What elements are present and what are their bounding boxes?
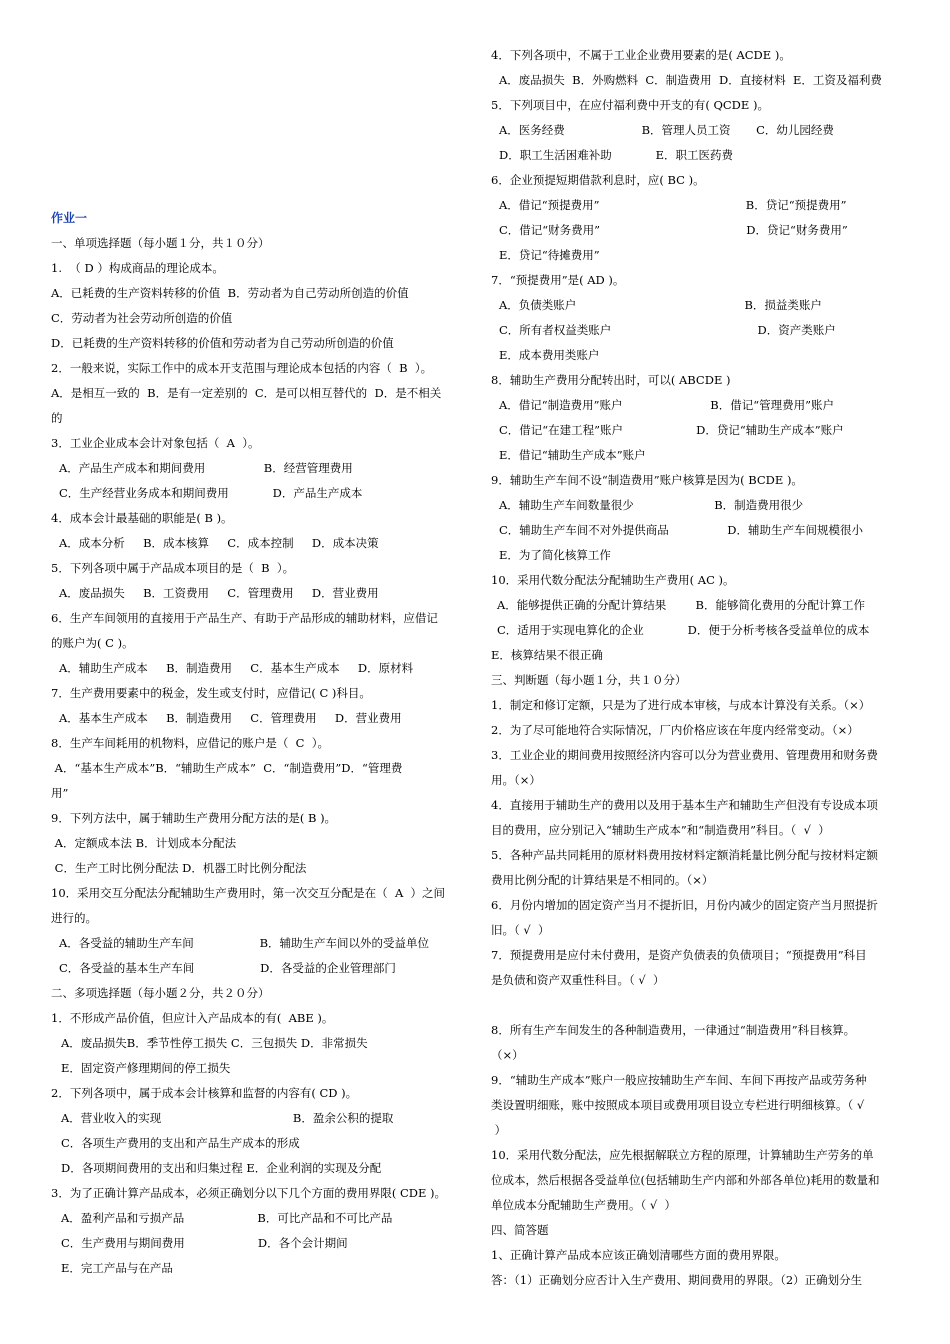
section-title: 作业一 <box>51 211 88 225</box>
text-line: E．贷记“待摊费用” <box>499 248 600 262</box>
text-line: 的账户为( C )。 <box>51 636 134 650</box>
text-line: 6．生产车间领用的直接用于产品生产、有助于产品形成的辅助材料，应借记 <box>51 611 438 625</box>
text-line: C．所有者权益类账户 D．资产类账户 <box>499 323 836 337</box>
text-line: C．生产费用与期间费用 D．各个会计期间 <box>61 1236 348 1250</box>
text-line: A．辅助生产成本 B．制造费用 C．基本生产成本 D．原材料 <box>59 661 414 675</box>
text-line: 5．下列项目中，在应付福利费中开支的有( QCDE )。 <box>491 98 769 112</box>
text-line: 4．成本会计最基础的职能是( B )。 <box>51 511 233 525</box>
text-line: E．为了简化核算工作 <box>499 548 611 562</box>
text-line: 位成本，然后根据各受益单位(包括辅助生产内部和外部各单位)耗用的数量和 <box>491 1173 880 1187</box>
text-line: 用” <box>51 786 69 800</box>
text-line: 用。（×） <box>491 773 541 787</box>
text-line: 4．下列各项中，不属于工业企业费用要素的是( ACDE )。 <box>491 48 791 62</box>
text-line: 8．所有生产车间发生的各种制造费用，一律通过“制造费用”科目核算。 <box>491 1023 856 1037</box>
text-line: 5．下列各项中属于产品成本项目的是（ B ）。 <box>51 561 295 575</box>
text-line: A．各受益的辅助生产车间 B．辅助生产车间以外的受益单位 <box>59 936 430 950</box>
text-line: A．借记“预提费用” B．贷记“预提费用” <box>499 198 847 212</box>
text-line: A．废品损失 B．工资费用 C．管理费用 D．营业费用 <box>59 586 379 600</box>
text-line: C．辅助生产车间不对外提供商品 D．辅助生产车间规模很小 <box>499 523 864 537</box>
text-line: 3．为了正确计算产品成本，必须正确划分以下几个方面的费用界限( CDE )。 <box>51 1186 447 1200</box>
text-line: 9．辅助生产车间不设“制造费用”账户核算是因为( BCDE )。 <box>491 473 803 487</box>
text-line: C．生产工时比例分配法 D．机器工时比例分配法 <box>51 861 307 875</box>
text-line: A．盈利产品和亏损产品 B．可比产品和不可比产品 <box>61 1211 393 1225</box>
text-line: 2．为了尽可能地符合实际情况，厂内价格应该在年度内经常变动。（×） <box>491 723 859 737</box>
text-line: 四、简答题 <box>491 1223 549 1237</box>
text-line: E．完工产品与在产品 <box>61 1261 173 1275</box>
text-line: A．成本分析 B．成本核算 C．成本控制 D．成本决策 <box>59 536 379 550</box>
text-line: C．借记“财务费用” D．贷记“财务费用” <box>499 223 848 237</box>
text-line: D．各项期间费用的支出和归集过程 E．企业利润的实现及分配 <box>61 1161 382 1175</box>
text-line: A．废品损失 B．外购燃料 C．制造费用 D．直接材料 E．工资及福利费 <box>499 73 882 87</box>
text-line: 7．“预提费用”是( AD )。 <box>491 273 625 287</box>
text-line: 7．预提费用是应付未付费用，是资产负债表的负债项目；“预提费用”科目 <box>491 948 867 962</box>
text-line: 7．生产费用要素中的税金，发生或支付时，应借记( C )科目。 <box>51 686 371 700</box>
text-line: A．辅助生产车间数量很少 B．制造费用很少 <box>499 498 804 512</box>
text-line: 1、正确计算产品成本应该正确划清哪些方面的费用界限。 <box>491 1248 786 1262</box>
text-line: 三、判断题（每小题１分，共１０分） <box>491 673 687 687</box>
text-line: 10．采用代数分配法，应先根据解联立方程的原理，计算辅助生产劳务的单 <box>491 1148 874 1162</box>
text-line: 一、单项选择题（每小题１分，共１０分） <box>51 236 270 250</box>
text-line: A．废品损失B．季节性停工损失 C．三包损失 D．非常损失 <box>61 1036 368 1050</box>
text-line: 1．制定和修订定额，只是为了进行成本审核，与成本计算没有关系。（×） <box>491 698 871 712</box>
text-line: 进行的。 <box>51 911 97 925</box>
text-line: 8．生产车间耗用的机物料，应借记的账户是（ C ）。 <box>51 736 329 750</box>
text-line: C．各受益的基本生产车间 D．各受益的企业管理部门 <box>59 961 396 975</box>
text-line: 1. （ D ）构成商品的理论成本。 <box>51 261 224 275</box>
text-line: 目的费用，应分别记入“辅助生产成本”和“制造费用”科目。（ √ ） <box>491 823 830 837</box>
text-line: 9．下列方法中，属于辅助生产费用分配方法的是( B )。 <box>51 811 337 825</box>
text-line: A．能够提供正确的分配计算结果 B．能够简化费用的分配计算工作 <box>497 598 865 612</box>
text-line: 答：（1）正确划分应否计入生产费用、期间费用的界限。（2）正确划分生 <box>491 1273 863 1287</box>
text-line: 3．工业企业的期间费用按照经济内容可以分为营业费用、管理费用和财务费 <box>491 748 878 762</box>
text-line: 是负债和资产双重性科目。（ √ ） <box>491 973 665 987</box>
text-line: A．借记“制造费用”账户 B．借记“管理费用”账户 <box>499 398 835 412</box>
text-line: A．已耗费的生产资料转移的价值 B．劳动者为自己劳动所创造的价值 <box>51 286 409 300</box>
text-line: A．医务经费 B．管理人员工资 C．幼儿园经费 <box>499 123 834 137</box>
text-line: 2．一般来说，实际工作中的成本开支范围与理论成本包括的内容（ B ）。 <box>51 361 433 375</box>
text-line: A．“基本生产成本”B．“辅助生产成本” C．“制造费用”D．“管理费 <box>51 761 403 775</box>
text-line: 1．不形成产品价值，但应计入产品成本的有( ABE )。 <box>51 1011 334 1025</box>
text-line: E．核算结果不很正确 <box>491 648 603 662</box>
text-line: 类设置明细账，账中按照成本项目或费用项目设立专栏进行明细核算。（ √ <box>491 1098 865 1112</box>
text-line: A．营业收入的实现 B．盈余公积的提取 <box>61 1111 394 1125</box>
text-line: C．适用于实现电算化的企业 D．便于分析考核各受益单位的成本 <box>497 623 870 637</box>
text-line: D．已耗费的生产资料转移的价值和劳动者为自己劳动所创造的价值 <box>51 336 394 350</box>
text-line: A．负债类账户 B．损益类账户 <box>499 298 822 312</box>
text-line: A．定额成本法 B．计划成本分配法 <box>51 836 237 850</box>
text-line: 4．直接用于辅助生产的费用以及用于基本生产和辅助生产但没有专设成本项 <box>491 798 878 812</box>
text-line: E．借记“辅助生产成本”账户 <box>499 448 646 462</box>
text-line: A．产品生产成本和期间费用 B．经营管理费用 <box>59 461 353 475</box>
text-line: ） <box>491 1123 507 1137</box>
text-line: C．借记“在建工程”账户 D．贷记“辅助生产成本”账户 <box>499 423 844 437</box>
text-line: 旧。（ √ ） <box>491 923 550 937</box>
text-line: 10．采用交互分配法分配辅助生产费用时，第一次交互分配是在（ A ）之间 <box>51 886 446 900</box>
text-line: C．劳动者为社会劳动所创造的价值 <box>51 311 233 325</box>
text-line: 2．下列各项中，属于成本会计核算和监督的内容有( CD )。 <box>51 1086 358 1100</box>
text-line: 单位成本分配辅助生产费用。（ √ ） <box>491 1198 677 1212</box>
text-line: 3．工业企业成本会计对象包括（ A ）。 <box>51 436 260 450</box>
text-line: 8．辅助生产费用分配转出时，可以( ABCDE ) <box>491 373 731 387</box>
text-line: 10．采用代数分配法分配辅助生产费用( AC )。 <box>491 573 735 587</box>
text-line: C．各项生产费用的支出和产品生产成本的形成 <box>61 1136 300 1150</box>
text-line: D．职工生活困难补助 E．职工医药费 <box>499 148 733 162</box>
text-line: 9．“辅助生产成本”账户一般应按辅助生产车间、车间下再按产品或劳务种 <box>491 1073 867 1087</box>
text-line: 二、多项选择题（每小题２分，共２０分） <box>51 986 270 1000</box>
text-line: 的 <box>51 411 63 425</box>
text-line: 6．企业预提短期借款利息时，应( BC )。 <box>491 173 705 187</box>
text-line: 5．各种产品共同耗用的原材料费用按材料定额消耗量比例分配与按材料定额 <box>491 848 878 862</box>
text-line: （×） <box>491 1048 524 1062</box>
text-line: 费用比例分配的计算结果是不相同的。（×） <box>491 873 714 887</box>
text-line: C．生产经营业务成本和期间费用 D．产品生产成本 <box>59 486 363 500</box>
text-line: E．成本费用类账户 <box>499 348 600 362</box>
text-line: A．是相互一致的 B．是有一定差别的 C．是可以相互替代的 D．是不相关 <box>51 386 442 400</box>
text-line: 6．月份内增加的固定资产当月不提折旧，月份内减少的固定资产当月照提折 <box>491 898 878 912</box>
text-line: A．基本生产成本 B．制造费用 C．管理费用 D．营业费用 <box>59 711 402 725</box>
text-line: E．固定资产修理期间的停工损失 <box>61 1061 231 1075</box>
